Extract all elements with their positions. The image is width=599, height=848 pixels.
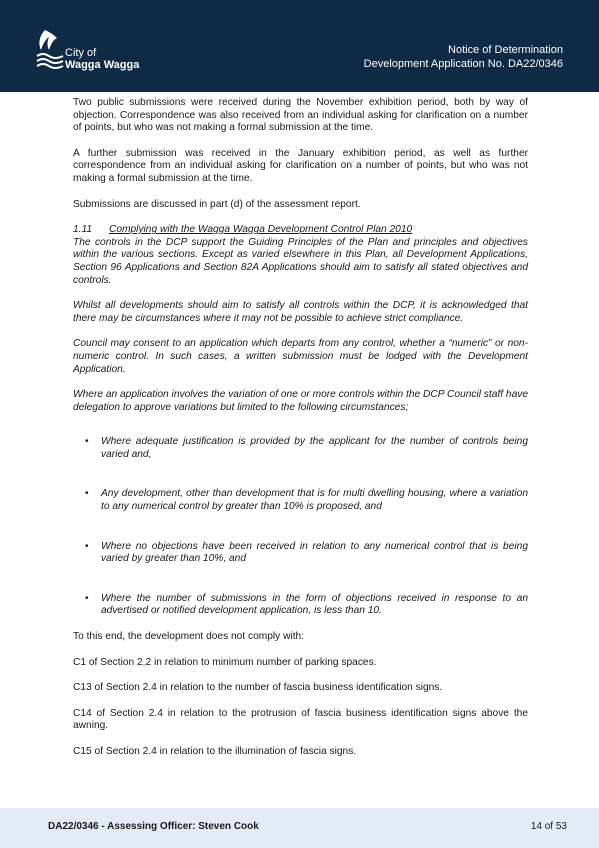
list-item: • Any development, other than development that is for multi dwelling housing, where a variation to any numerical control by greater than 10% is proposed, and (85, 488, 528, 513)
council-logo (35, 28, 145, 76)
dcp-paragraph: Where an application involves the variation of one or more controls within the DCP Council staff have delegation to approve variations but limited to the following circumstances; (73, 389, 528, 413)
noncompliance-item: C14 of Section 2.4 in relation to the protrusion of fascia business identification signs above the awning. (73, 707, 528, 732)
section-title: Complying with the Wagga Wagga Development Control Plan 2010 (109, 224, 413, 236)
section-heading (73, 224, 528, 237)
logo-wordmark (65, 47, 139, 71)
logo-line2: Wagga Wagga (65, 59, 140, 71)
list-item: • Where adequate justification is provided by the applicant for the number of controls being varied and, (85, 436, 528, 460)
title-line1: Notice of Determination (448, 44, 563, 56)
paragraph: Submissions are discussed in part (d) of the assessment report. (73, 198, 361, 210)
page-number: 14 of 53 (530, 821, 567, 832)
page-footer (0, 808, 599, 848)
document-body (73, 97, 528, 759)
paragraph: To this end, the development does not comply with: (73, 631, 305, 643)
dcp-paragraph: Council may consent to an application which departs from any control, whether a “numeric” or non-numeric control. In such cases, a written submission must be lodged with the Development Application. (73, 338, 528, 375)
logo-line1: City of (65, 47, 97, 59)
title-line2: Development Application No. DA22/0346 (363, 58, 563, 70)
circumstances-list (73, 436, 528, 618)
list-item: • Where the number of submissions in the form of objections received in response to an advertised or notified development application, is less than 10. (85, 592, 528, 617)
document-title (364, 43, 563, 71)
paragraph: A further submission was received in the January exhibition period, as well as further correspondence from an individual asking for clarification on a number of points, but who was not making a formal submission at the time. (73, 147, 528, 184)
noncompliance-item: C15 of Section 2.4 in relation to the illumination of fascia signs. (73, 746, 357, 757)
footer-reference: DA22/0346 - Assessing Officer: Steven Cook (48, 821, 259, 832)
dcp-paragraph: Whilst all developments should aim to satisfy all controls within the DCP, it is acknowledged that there may be circumstances where it may not be possible to achieve strict compliance. (73, 300, 528, 324)
paragraph: Two public submissions were received during the November exhibition period, both by way of objection. Correspondence was also received from an individual asking for clarification on a number of points, but who was not making a formal submission at the time. (73, 97, 528, 134)
crest-icon (35, 28, 65, 74)
list-item: • Where no objections have been received in relation to any numerical control that is being varied by greater than 10%, and (85, 540, 528, 565)
section-number: 1.11 (73, 224, 93, 236)
dcp-paragraph: The controls in the DCP support the Guiding Principles of the Plan and principles and objectives within the various sections. Except as varied elsewhere in this Plan, all Development Applications, Section 96 Applications and Section 82A Applications should aim to satisfy all stated objectives and controls. (73, 236, 528, 286)
noncompliance-item: C13 of Section 2.4 in relation to the number of fascia business identification signs. (73, 682, 443, 694)
noncompliance-item: C1 of Section 2.2 in relation to minimum number of parking spaces. (73, 656, 377, 668)
page-header (0, 0, 599, 92)
